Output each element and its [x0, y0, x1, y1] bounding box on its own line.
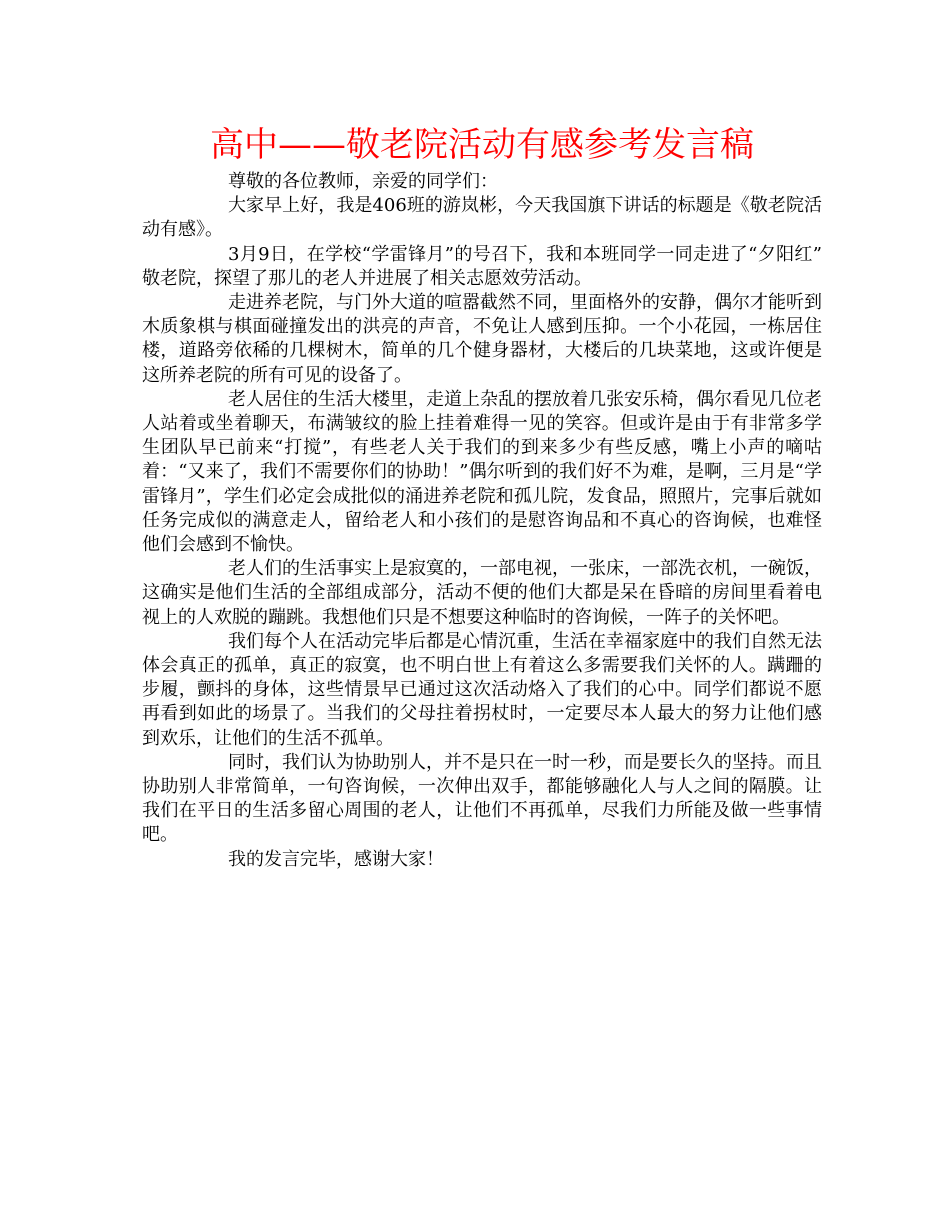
paragraph-event-intro: 3月9日，在学校“学雷锋月”的号召下，我和本班同学一同走进了“夕阳红” 敬老院，探望了那儿的老人并进展了相关志愿效劳活动。 — [142, 243, 822, 289]
paragraph-residents: 老人居住的生活大楼里，走道上杂乱的摆放着几张安乐椅，偶尔看见几位老人站着或坐着聊天，布满皱纹的脸上挂着难得一见的笑容。但或许是由于有非常多学生团队早已前来“打搅”，有些老人关于我们的到来多少有些反感，嘴上小声的嘀咕着：“又来了，我们不需要你们的协助！”偶尔听到的我们好不为难，是啊，三月是“学雷锋月”，学生们必定会成批似的涌进养老院和孤儿院，发食品，照照片，完事后就如任务完成似的满意走人，留给老人和小孩们的是慰咨询品和不真心的咨询候，也难怪他们会感到不愉快。 — [142, 388, 822, 556]
paragraph-salutation: 尊敬的各位教师，亲爱的同学们： — [228, 171, 498, 192]
paragraph-reflection: 我们每个人在活动完毕后都是心情沉重，生活在幸福家庭中的我们自然无法体会真正的孤单，真正的寂寞，也不明白世上有着这么多需要我们关怀的人。蹒跚的步履，颤抖的身体，这些情景早已通过这次活动烙入了我们的心中。同学们都说不愿再看到如此的场景了。当我们的父母拄着拐杖时，一定要尽本人最大的努力让他们感到欢乐，让他们的生活不孤单。 — [142, 630, 822, 749]
paragraph-closing: 我的发言完毕，感谢大家！ — [228, 848, 444, 870]
paragraph-greeting: 大家早上好，我是406班的游岚彬，今天我国旗下讲话的标题是《敬老院活动有感》。 — [142, 195, 822, 241]
paragraph-loneliness: 老人们的生活事实上是寂寞的，一部电视，一张床，一部洗衣机，一碗饭，这确实是他们生活的全部组成部分，活动不便的他们大都是呆在昏暗的房间里看着电视上的人欢脱的蹦跳。我想他们只是不想要这种临时的咨询候，一阵子的关怀吧。 — [142, 558, 822, 628]
paragraph-nursing-home: 走进养老院，与门外大道的喧嚣截然不同，里面格外的安静，偶尔才能听到木质象棋与棋面碰撞发出的洪亮的声音，不免让人感到压抑。一个小花园，一栋居住楼，道路旁依稀的几棵树木，简单的几个健身器材，大楼后的几块菜地，这或许便是这所养老院的所有可见的设备了。 — [142, 292, 822, 386]
document-title: 高中——敬老院活动有感参考发言稿 — [210, 125, 754, 165]
document-body — [142, 170, 822, 872]
paragraph-persistence: 同时，我们认为协助别人，并不是只在一时一秒，而是要长久的坚持。而且协助别人非常简单，一句咨询候，一次伸出双手，都能够融化人与人之间的隔膜。让我们在平日的生活多留心周围的老人，让他们不再孤单，尽我们力所能及做一些事情吧。 — [142, 751, 822, 846]
document-page — [142, 120, 822, 872]
